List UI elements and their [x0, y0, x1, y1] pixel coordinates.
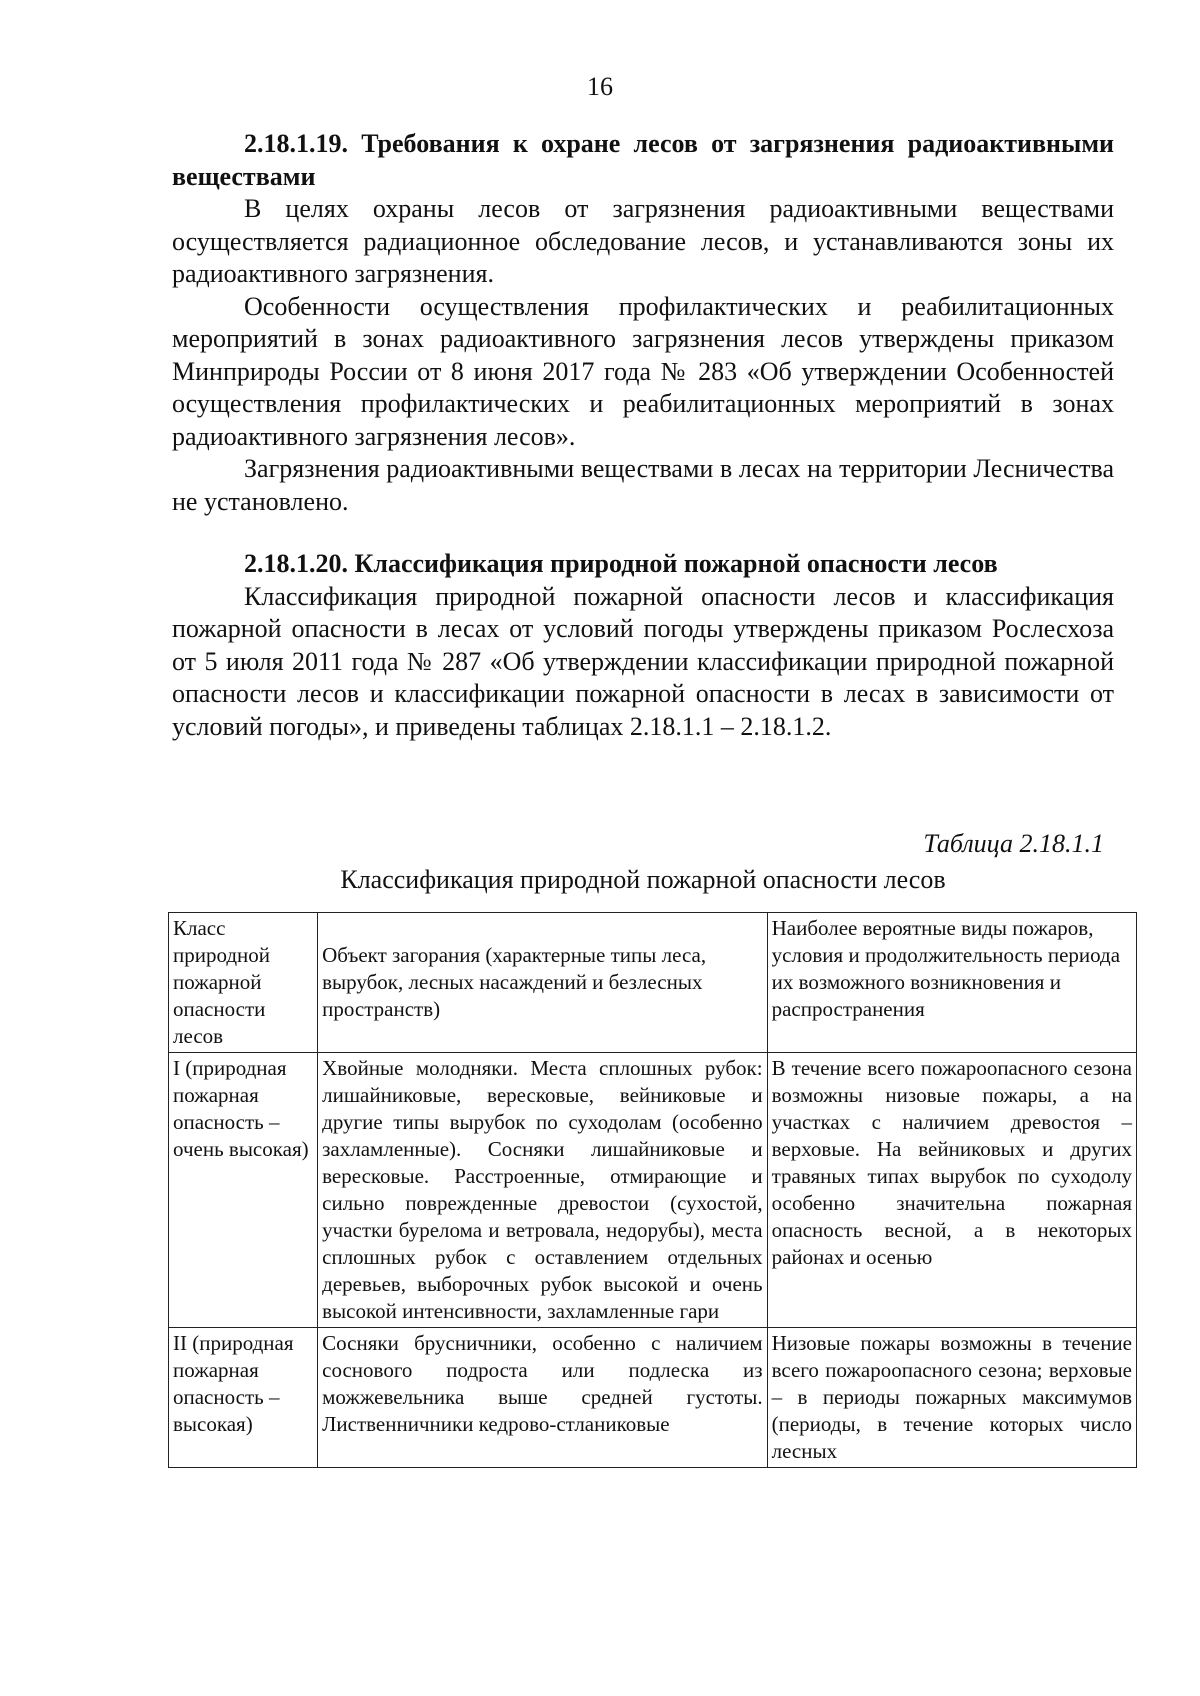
page-number: 16 [587, 72, 613, 101]
section-title: Классификация природной пожарной опасности лесов [354, 549, 998, 578]
paragraph: Загрязнения радиоактивными веществами в лесах на территории Лесничества не установлено. [172, 454, 1114, 516]
cell-fires: В течение всего пожароопасного сезона возможны низовые пожары, а на участках с наличием древостоя – верховые. На вейниковых и других травяных типах вырубок по суходолу особенно значительна пожарная опасность весной, а в некоторых районах и осенью [767, 1053, 1136, 1328]
cell-class: I (природная пожарная опасность – очень высокая) [169, 1053, 318, 1328]
table-row [169, 1328, 1137, 1468]
table-caption [172, 828, 1114, 896]
section-number: 2.18.1.19. [244, 129, 348, 158]
table-label: Таблица 2.18.1.1 [923, 829, 1104, 858]
table-row [169, 1053, 1137, 1328]
header-cell-class: Класс природной пожарной опасности лесов [169, 913, 318, 1053]
paragraph: Особенности осуществления профилактических и реабилитационных мероприятий в зонах радиоактивного загрязнения лесов утверждены приказом Минприроды России от 8 июня 2017 года № 283 «Об утверждении Особенностей осуществления профилактических и реабилитационных мероприятий в зонах радиоактивного загрязнения лесов». [172, 291, 1114, 451]
cell-class: II (природная пожарная опасность – высокая) [169, 1328, 318, 1468]
cell-object: Сосняки брусничники, особенно с наличием соснового подроста или подлеска из можжевельника выше средней густоты. Лиственничники кедрово-стланиковые [318, 1328, 767, 1468]
header-cell-object: Объект загорания (характерные типы леса, вырубок, лесных насаждений и безлесных пространств) [318, 913, 767, 1053]
cell-object: Хвойные молодняки. Места сплошных рубок: лишайниковые, вересковые, вейниковые и другие типы вырубок по суходолам (особенно захламленные). Сосняки лишайниковые и вересковые. Расстроенные, отмирающие и сильно поврежденные древостои (сухостой, участки бурелома и ветровала, недорубы), места сплошных рубок с оставлением отдельных деревьев, выборочных рубок высокой и очень высокой интенсивности, захламленные гари [318, 1053, 767, 1328]
section-heading-2-18-1-19 [172, 128, 1114, 193]
section-number: 2.18.1.20. [244, 549, 348, 578]
cell-fires: Низовые пожары возможны в течение всего пожароопасного сезона; верховые – в периоды пожарных максимумов (периоды, в течение которых число лесных [767, 1328, 1136, 1468]
fire-danger-table [168, 912, 1137, 1468]
header-cell-fires: Наиболее вероятные виды пожаров, условия и продолжительность периода их возможного возникновения и распространения [767, 913, 1136, 1053]
table-title: Классификация природной пожарной опасности лесов [340, 865, 946, 894]
table-header-row [169, 913, 1137, 1053]
paragraph: В целях охраны лесов от загрязнения радиоактивными веществами осуществляется радиационное обследование лесов, и устанавливаются зоны их радиоактивного загрязнения. [172, 194, 1114, 288]
section-heading-2-18-1-20 [172, 548, 1114, 581]
paragraph: Классификация природной пожарной опасности лесов и классификация пожарной опасности в лесах от условий погоды утверждены приказом Рослесхоза от 5 июля 2011 года № 287 «Об утверждении классификации природной пожарной опасности лесов и классификации пожарной опасности в лесах в зависимости от условий погоды», и приведены таблицах 2.18.1.1 – 2.18.1.2. [172, 581, 1114, 741]
section-title: Требования к охране лесов от загрязнения радиоактивными веществами [172, 129, 1115, 191]
page-content [172, 128, 1114, 743]
